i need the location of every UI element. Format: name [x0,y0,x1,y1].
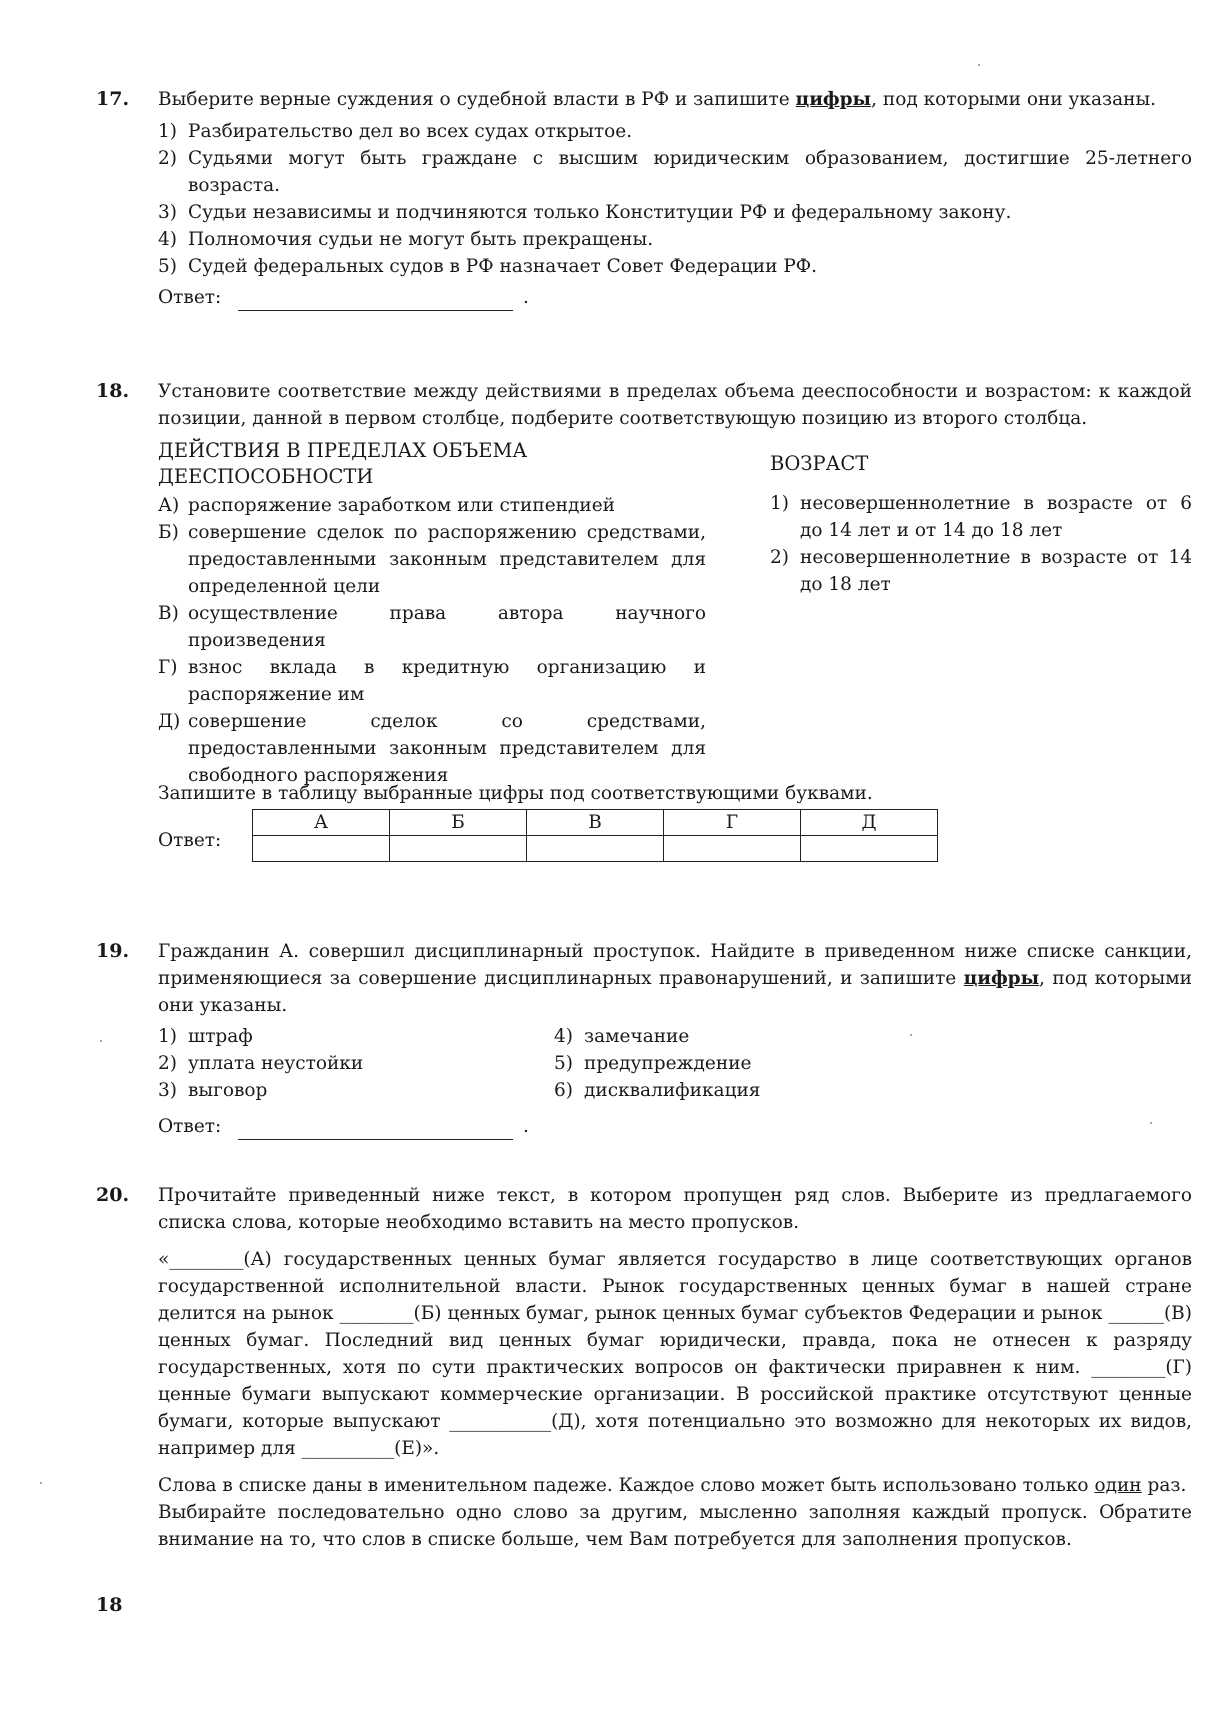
answer-cell-v[interactable] [527,836,664,862]
cloze-text: «________(А) государственных ценных бумаг является государство в лице соответствующих органов государственной исполнительной власти. Рынок государственных ценных бумаг в нашей стране делится на рынок ________(Б) ценных бумаг, рынок ценных бумаг субъектов Федерации и рынок ______(В) ценных бумаг. Последний вид ценных бумаг юридически, правда, пока не отнесен к разряду государственных, хотя по сути практических вопросов он фактически приравнен к ним. ________(Г) ценные бумаги выпускают коммерческие организации. В российской практике отсутствуют ценные бумаги, которые выпускают ___________(Д), хотя потенциально это возможно для некоторых их видов, например для __________(Е)». [158,1249,1192,1459]
list-item: 1) штраф [158,1026,253,1047]
list-item: Б) совершение сделок по распоряжению средствами, предоставленными законным представителем для определенной цели [158,522,706,597]
list-item: Г) взнос вклада в кредитную организацию и распоряжение им [158,657,706,705]
task-number: 18. [96,380,130,402]
task-body [158,1182,1192,1553]
scan-speck [978,64,980,66]
table-header-cell: В [527,810,664,836]
task-number: 17. [96,88,130,110]
scan-speck [40,1482,42,1484]
answer-cell-d[interactable] [801,836,938,862]
table-header-cell: А [253,810,390,836]
task-20 [96,1182,1192,1582]
task-body [158,378,1192,867]
list-item: 3) Судьи независимы и подчиняются только Конституции РФ и федеральному закону. [158,202,1012,223]
task-intro: Прочитайте приведенный ниже текст, в котором пропущен ряд слов. Выберите из предлагаемого списка слова, которые необходимо вставить на место пропусков. [158,1185,1192,1233]
list-item: 1) Разбирательство дел во всех судах открытое. [158,121,633,142]
task-body [158,938,1192,1140]
task-17 [96,86,1192,316]
column-header: ДЕЙСТВИЯ В ПРЕДЕЛАХ ОБЪЕМА [158,439,528,462]
options-column-1 [158,1023,528,1104]
answer-label: Ответ: [158,287,222,308]
task-intro: Выберите верные суждения о судебной власти в РФ и запишите цифры, под которыми они указаны. [158,89,1157,110]
list-item: 1) несовершеннолетние в возрасте от 6 до 14 лет и от 14 до 18 лет [770,493,1192,541]
scan-speck [100,1040,102,1042]
list-item: 6) дисквалификация [554,1080,761,1101]
table-header-cell: Б [390,810,527,836]
list-item: 2) Судьями могут быть граждане с высшим юридическим образованием, достигшие 25-летнего возраста. [158,148,1192,196]
task-body [158,86,1192,311]
answer-cell-g[interactable] [664,836,801,862]
task-intro: Установите соответствие между действиями в пределах объема дееспособности и возрастом: к каждой позиции, данной в первом столбце, подберите соответствующую позицию из второго столбца. [158,381,1192,429]
list-item: 5) Судей федеральных судов в РФ назначает Совет Федерации РФ. [158,256,818,277]
answer-field[interactable] [238,1120,513,1140]
options-list [158,1023,1192,1107]
answer-label: Ответ: [158,1116,222,1137]
list-item: 3) выговор [158,1080,268,1101]
answer-label: Ответ: [158,830,222,851]
task-number: 20. [96,1184,130,1206]
table-header-cell: Г [664,810,801,836]
actions-column [158,438,706,789]
answer-line: Ответ: . [158,284,1192,311]
answer-cell-b[interactable] [390,836,527,862]
answer-table-block [158,807,1192,867]
emphasis-digits: цифры [795,89,872,110]
answer-field[interactable] [238,291,513,311]
list-item: 2) несовершеннолетние в возрасте от 14 до 18 лет [770,547,1192,595]
answer-table [252,809,938,862]
scan-speck [1150,1122,1152,1124]
table-row [253,836,938,862]
answer-cell-a[interactable] [253,836,390,862]
emphasis-digits: цифры [963,968,1040,989]
emphasis-once: один [1094,1475,1142,1496]
task-intro: Гражданин А. совершил дисциплинарный проступок. Найдите в приведенном ниже списке санкции, применяющиеся за совершение дисциплинарных правонарушений, и запишите цифры, под которыми они указаны. [158,941,1192,1016]
list-item: Д) совершение сделок со средствами, предоставленными законным представителем для свободного распоряжения [158,711,706,786]
table-row [253,810,938,836]
matching-columns [158,438,1192,786]
task-18 [96,378,1192,898]
list-item: 4) замечание [554,1026,690,1047]
answer-line: Ответ: . [158,1113,1192,1140]
list-item: 5) предупреждение [554,1053,752,1074]
table-header-cell: Д [801,810,938,836]
task-19 [96,938,1192,1138]
options-list [158,118,1192,280]
list-item: В) осуществление права автора научного произведения [158,603,706,651]
column-header: ВОЗРАСТ [770,452,869,475]
column-header: ДЕЕСПОСОБНОСТИ [158,465,374,488]
list-item: 2) уплата неустойки [158,1053,364,1074]
instruction-note: Слова в списке даны в именительном падеже. Каждое слово может быть использовано только один раз. [158,1475,1187,1496]
page-number: 18 [96,1594,123,1616]
list-item: А) распоряжение заработком или стипендией [158,495,615,516]
list-item: 4) Полномочия судьи не могут быть прекращены. [158,229,654,250]
table-instruction: Запишите в таблицу выбранные цифры под соответствующими буквами. [158,783,873,804]
age-column [770,438,1192,598]
instruction-note-2: Выбирайте последовательно одно слово за другим, мысленно заполняя каждый пропуск. Обратите внимание на то, что слов в списке больше, чем Вам потребуется для заполнения пропусков. [158,1502,1192,1550]
task-number: 19. [96,940,130,962]
scan-speck [910,1034,912,1036]
